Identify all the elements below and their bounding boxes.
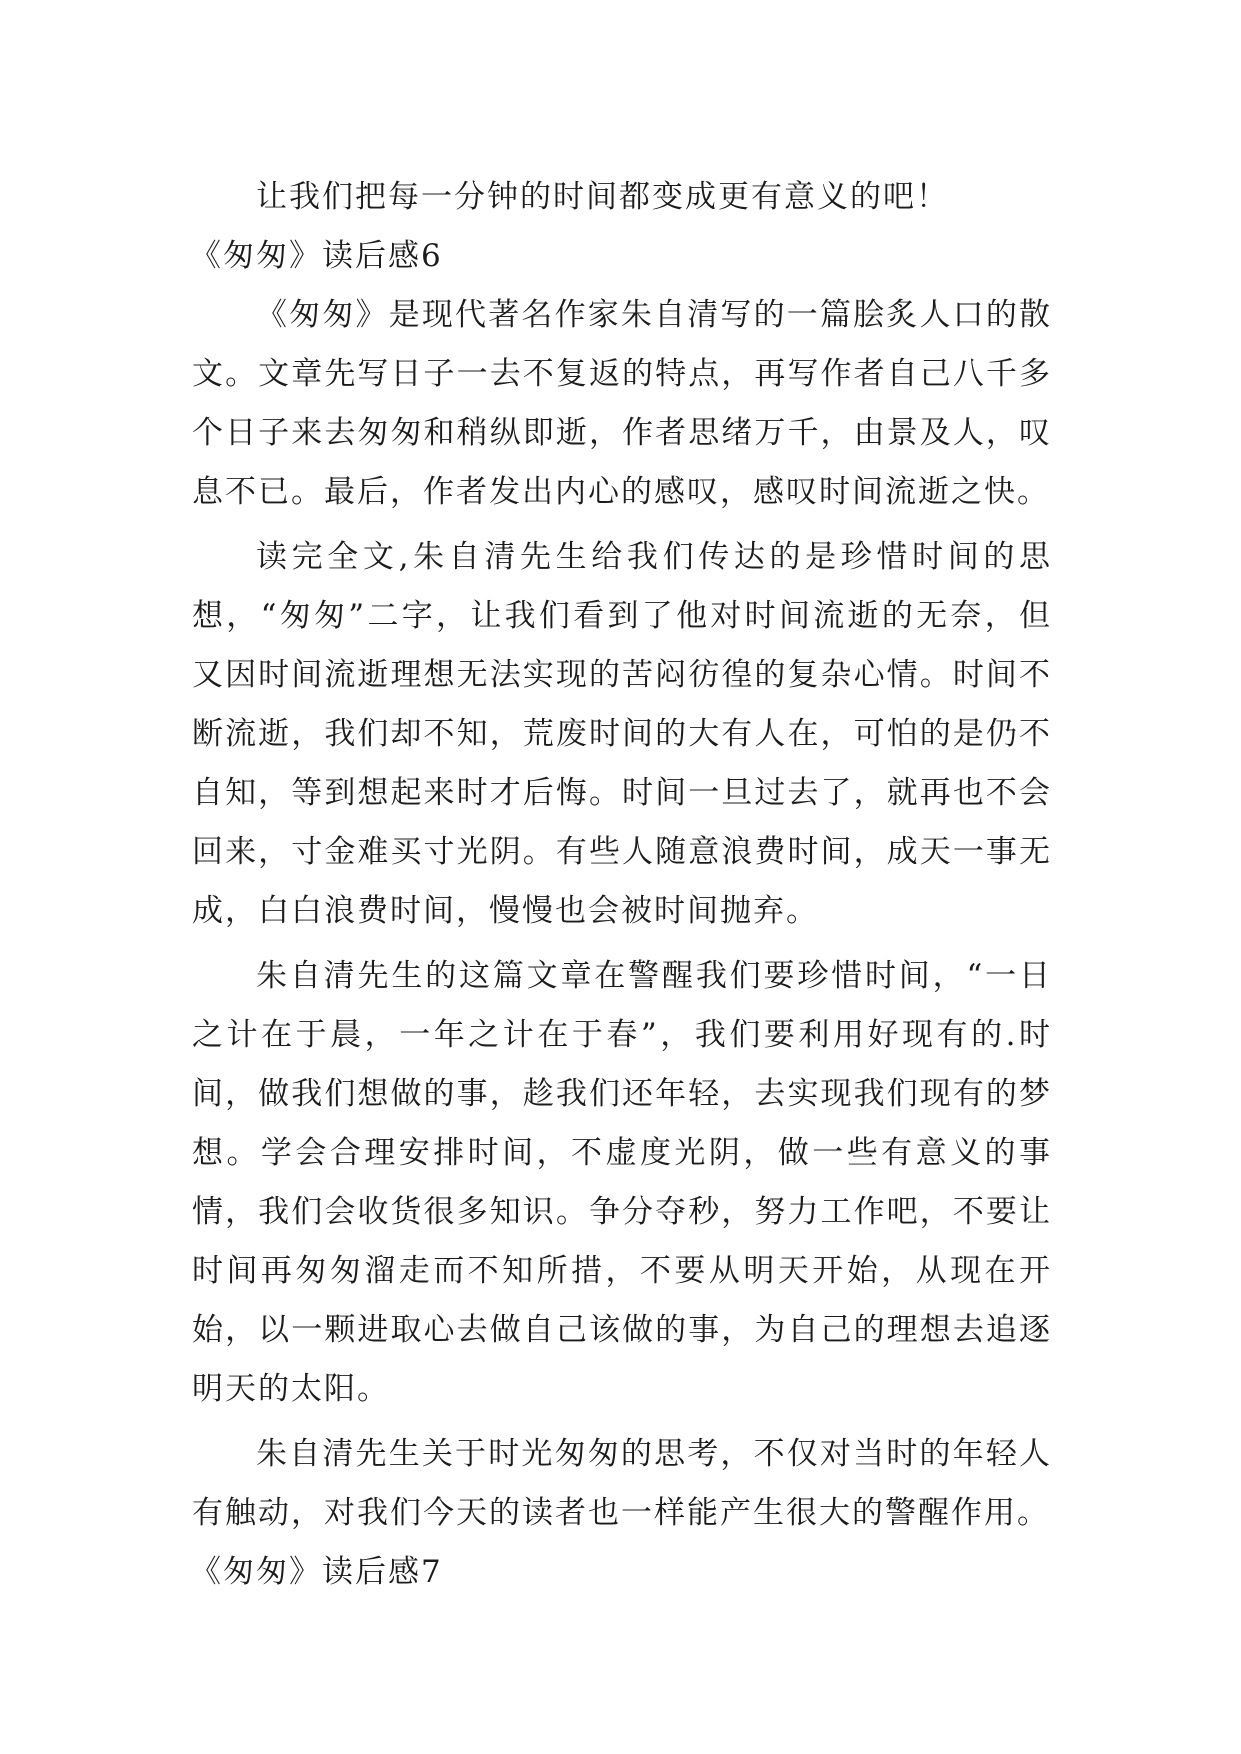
section-heading-7: 《匆匆》读后感7 — [190, 1554, 443, 1590]
body-paragraph: 读完全文,朱自清先生给我们传达的是珍惜时间的思想，“匆匆”二字，让我们看到了他对时间流逝的无奈，但又因时间流逝理想无法实现的苦闷彷徨的复杂心情。时间不断流逝，我们却不知，荒废时间的大有人在，可怕的是仍不自知，等到想起来时才后悔。时间一旦过去了，就再也不会回来，寸金难买寸光阴。有些人随意浪费时间，成天一事无成，白白浪费时间，慢慢也会被时间抛弃。 — [192, 539, 1052, 929]
body-paragraph: 朱自清先生关于时光匆匆的思考，不仅对当时的年轻人有触动，对我们今天的读者也一样能产生很大的警醒作用。 — [192, 1436, 1052, 1531]
body-paragraph: 《匆匆》是现代著名作家朱自清写的一篇脍炙人口的散文。文章先写日子一去不复返的特点，再写作者自己八千多个日子来去匆匆和稍纵即逝，作者思绪万千，由景及人，叹息不已。最后，作者发出内心的感叹，感叹时间流逝之快。 — [192, 297, 1052, 510]
document-page — [192, 168, 1052, 1602]
closing-sentence: 让我们把每一分钟的时间都变成更有意义的吧！ — [256, 179, 949, 215]
body-paragraph: 朱自清先生的这篇文章在警醒我们要珍惜时间，“一日之计在于晨，一年之计在于春”，我们要利用好现有的.时间，做我们想做的事，趁我们还年轻，去实现我们现有的梦想。学会合理安排时间，不虚度光阴，做一些有意义的事情，我们会收货很多知识。争分夺秒，努力工作吧，不要让时间再匆匆溜走而不知所措，不要从明天开始，从现在开始，以一颗进取心去做自己该做的事，为自己的理想去追逐明天的太阳。 — [192, 958, 1052, 1407]
section-heading-6: 《匆匆》读后感6 — [190, 238, 443, 274]
